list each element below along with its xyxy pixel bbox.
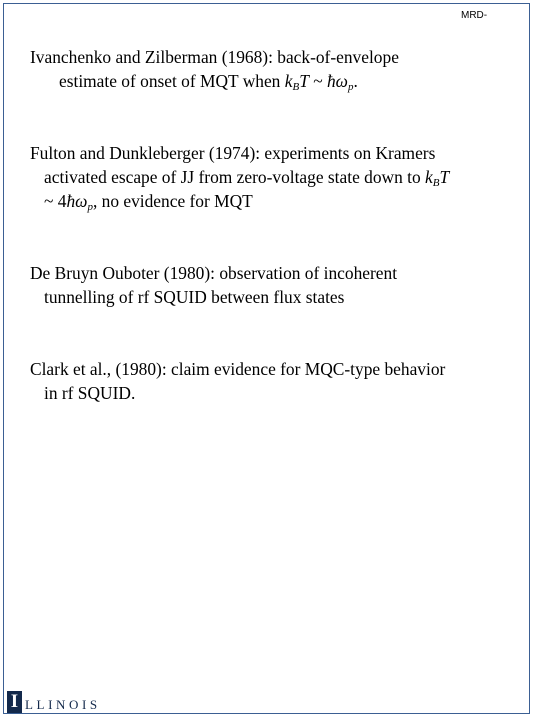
entry-line: Fulton and Dunkleberger (1974): experiments on Kramers (30, 143, 436, 163)
entry-text: activated escape of JJ from zero-voltage state down to (44, 167, 425, 187)
math-symbol: k (284, 71, 293, 91)
math-symbol: ħω (66, 191, 88, 211)
illinois-logo-letter: I (10, 691, 19, 712)
history-entry-ivanchenko-zilberman (30, 45, 518, 93)
math-relation: ~ (308, 71, 327, 91)
math-subscript: B (292, 81, 300, 93)
math-relation: ~ 4 (44, 191, 67, 211)
entry-line: Clark et al., (1980): claim evidence for MQC-type behavior (30, 359, 446, 379)
math-subscript: p (347, 81, 354, 93)
history-entry-de-bruyn-ouboter (30, 261, 518, 309)
math-subscript: B (432, 177, 440, 189)
page-id: MRD- (461, 10, 488, 21)
math-symbol: T (439, 167, 450, 187)
entry-text: , no evidence for MQT (92, 191, 253, 211)
entry-text: estimate of onset of MQT when (59, 71, 285, 91)
math-subscript: p (87, 201, 93, 213)
entry-line (30, 69, 518, 93)
math-symbol: T (299, 71, 309, 91)
entry-line (30, 189, 518, 213)
math-symbol: k (425, 167, 433, 187)
history-entry-fulton-dunkleberger (30, 141, 518, 213)
history-entry-clark (30, 357, 518, 405)
illinois-logo (7, 690, 101, 714)
entry-line (30, 165, 518, 189)
entry-line: De Bruyn Ouboter (1980): observation of incoherent (30, 263, 398, 283)
illinois-logo-text: LLINOIS (25, 697, 101, 712)
entry-text: . (353, 71, 358, 91)
illinois-logo-block (7, 691, 22, 713)
entry-line: tunnelling of rf SQUID between flux states (44, 287, 345, 307)
entry-line: in rf SQUID. (44, 383, 136, 403)
math-symbol: ħω (326, 71, 348, 91)
entry-line: Ivanchenko and Zilberman (1968): back-of-envelope (30, 47, 399, 67)
